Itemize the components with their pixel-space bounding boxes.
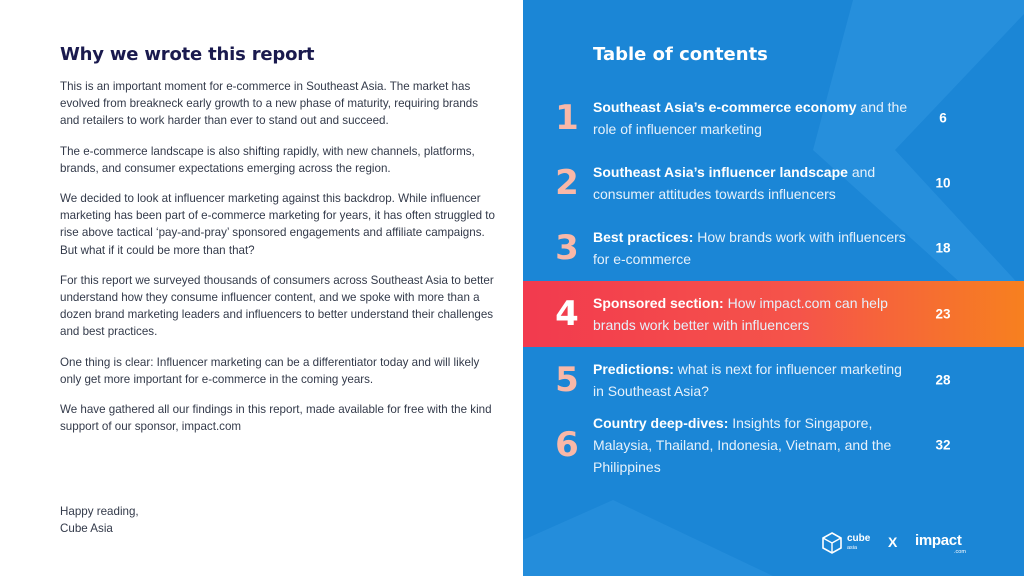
toc-entry-text xyxy=(593,412,913,478)
logo-separator: X xyxy=(888,534,898,550)
impact-logo-sub: .com xyxy=(954,549,966,555)
toc-entry-bold: Predictions: xyxy=(593,361,674,377)
toc-entry-text xyxy=(593,96,913,140)
toc-entry-bold: Southeast Asia’s influencer landscape xyxy=(593,164,848,180)
toc-panel xyxy=(523,0,1024,576)
intro-paragraph: For this report we surveyed thousands of consumers across Southeast Asia to better understand how they consume influencer content, and we spoke with more than a dozen brand marketing leaders and influencers to better understand their challenges and best practices. xyxy=(60,273,494,339)
toc-entry-bold: Southeast Asia’s e-commerce economy xyxy=(593,99,857,115)
toc-entry-rest: How brands work with influencers for e-commerce xyxy=(593,229,906,267)
toc-entry-number: 3 xyxy=(555,228,579,268)
toc-entry-text xyxy=(593,226,913,270)
intro-paragraph: We have gathered all our findings in this report, made available for free with the kind support of our sponsor, impact.com xyxy=(60,403,492,434)
toc-entry-page: 23 xyxy=(935,306,951,322)
signoff-greeting: Happy reading, xyxy=(60,505,139,518)
signoff-author: Cube Asia xyxy=(60,522,113,536)
toc-entry-bold: Best practices: xyxy=(593,229,694,245)
impact-logo-name: impact xyxy=(915,532,962,549)
toc-entry-page: 18 xyxy=(935,240,951,256)
toc-entry-text xyxy=(593,292,913,336)
toc-entry-rest: Insights for Singapore, Malaysia, Thailand, Indonesia, Vietnam, and the Philippines xyxy=(593,415,892,475)
intro-paragraph: This is an important moment for e-commerce in Southeast Asia. The market has evolved from breakneck early growth to a new phase of maturity, requiring brands and retailers to work harder than ever to stand out and succeed. xyxy=(60,80,479,128)
toc-entry-number: 6 xyxy=(555,425,579,465)
toc-entry-rest: and the role of influencer marketing xyxy=(593,99,908,137)
toc-entry-text xyxy=(593,161,913,205)
intro-heading: Why we wrote this report xyxy=(60,44,315,65)
toc-entry-1[interactable] xyxy=(523,85,1024,151)
cube-logo-sub: asia xyxy=(847,545,858,551)
toc-entry-page: 6 xyxy=(939,110,947,126)
toc-entry-bold: Sponsored section: xyxy=(593,295,724,311)
toc-entry-number: 4 xyxy=(555,294,579,334)
toc-entry-number: 5 xyxy=(555,360,579,400)
toc-entry-2[interactable] xyxy=(523,150,1024,216)
toc-entry-3[interactable] xyxy=(523,215,1024,281)
toc-entry-5[interactable] xyxy=(523,347,1024,413)
signoff xyxy=(60,503,139,537)
toc-entry-4-sponsored[interactable] xyxy=(523,281,1024,347)
toc-entry-number: 1 xyxy=(555,98,579,138)
footer-logos xyxy=(821,528,981,558)
intro-paragraphs xyxy=(60,78,500,448)
toc-entry-page: 32 xyxy=(935,437,951,453)
toc-entry-page: 28 xyxy=(935,372,951,388)
toc-entry-bold: Country deep-dives: xyxy=(593,415,729,431)
intro-paragraph: We decided to look at influencer marketing against this backdrop. While influencer marketing has been part of e-commerce marketing for years, it has often struggled to rise above tactical ‘pay-and-pray’ sponsored engagements and affiliate campaigns. But what if it could be more than that? xyxy=(60,192,495,257)
intro-paragraph: The e-commerce landscape is also shifting rapidly, with new channels, platforms, brands, and consumer expectations emerging across the region. xyxy=(60,144,475,175)
cube-logo-name: cube xyxy=(847,533,871,544)
toc-entry-number: 2 xyxy=(555,163,579,203)
toc-entry-rest: How impact.com can help brands work better with influencers xyxy=(593,295,888,333)
toc-title: Table of contents xyxy=(593,44,768,65)
intro-paragraph: One thing is clear: Influencer marketing can be a differentiator today and will likely only get more important for e-commerce in the coming years. xyxy=(60,355,480,386)
toc-entry-page: 10 xyxy=(935,175,951,191)
toc-entry-rest: what is next for influencer marketing in Southeast Asia? xyxy=(593,361,902,399)
toc-entry-rest: and consumer attitudes towards influencers xyxy=(593,164,876,202)
toc-entry-text xyxy=(593,358,913,402)
cube-logo-icon xyxy=(821,532,843,554)
toc-entry-6[interactable] xyxy=(523,412,1024,478)
